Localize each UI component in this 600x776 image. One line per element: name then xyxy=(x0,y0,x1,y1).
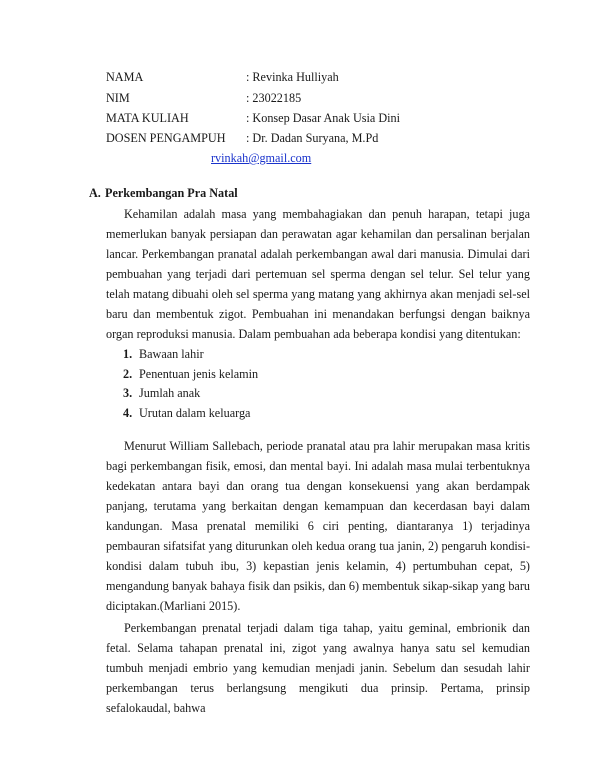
list-item xyxy=(123,345,258,365)
header-value: : Revinka Hulliyah xyxy=(246,70,339,84)
header-value: : Konsep Dasar Anak Usia Dini xyxy=(246,111,401,125)
header-value: : 23022185 xyxy=(246,91,302,105)
paragraph-1: Kehamilan adalah masa yang membahagiakan dan penuh harapan, tetapi juga memerlukan banyak persiapan dan perawatan agar kehamilan dan persalinan berjalan lancar. Perkembangan pranatal adalah perkembangan awal dari manusia. Dimulai dari pembuahan yang terjadi dari pertemuan sel sperma dengan sel telur. Sel telur yang telah matang dibuahi oleh sel sperma yang matang yang akhirnya akan menjadi sel-sel baru dan membentuk zigot. Pembuahan ini menandakan berfungsi dengan baiknya organ reproduksi manusia. Dalam pembuahan ada beberapa kondisi yang ditentukan: xyxy=(106,207,530,341)
email-link[interactable]: rvinkah@gmail.com xyxy=(211,151,312,165)
header-label: MATA KULIAH xyxy=(106,111,189,125)
list-number: 3. xyxy=(123,386,133,401)
paragraph-3: Perkembangan prenatal terjadi dalam tiga tahap, yaitu geminal, embrionik dan fetal. Selama tahapan prenatal ini, zigot yang awalnya hanya satu sel kemudian tumbuh menjadi embrio yang kemudian menjadi janin. Sebelum dan sesudah lahir perkembangan terus berlangsung mengikuti dua prinsip. Pertama, prinsip sefalokaudal, bahwa xyxy=(106,621,530,715)
list-item xyxy=(123,384,258,404)
header-label: NAMA xyxy=(106,70,144,84)
list-text: Penentuan jenis kelamin xyxy=(139,366,259,381)
list-text: Jumlah anak xyxy=(139,386,201,401)
section-heading xyxy=(89,186,238,201)
paragraph-2: Menurut William Sallebach, periode pranatal atau pra lahir merupakan masa kritis bagi perkembangan fisik, emosi, dan mental bayi. Ini adalah masa mulai terbentuknya kedekatan antara bayi dan orang tua dengan konsekuensi yang akan berdampak panjang, terutama yang berkaitan dengan kemampuan dan kecerdasan bayi dalam kandungan. Masa prenatal memiliki 6 ciri penting, diantaranya 1) terjadinya pembauran sifatsifat yang diturunkan oleh kedua orang tua janin, 2) pengaruh kondisi-kondisi dalam tubuh ibu, 3) kepastian jenis kelamin, 4) pertumbuhan cepat, 5) mengandung banyak bahaya fisik dan psikis, dan 6) membentuk sikap-sikap yang baru diciptakan.(Marliani 2015). xyxy=(106,439,530,613)
list-number: 4. xyxy=(123,405,133,420)
list-text: Bawaan lahir xyxy=(139,347,204,361)
header-label: DOSEN PENGAMPUH xyxy=(106,131,226,145)
header-label: NIM xyxy=(106,91,130,105)
list-number: 2. xyxy=(123,366,133,381)
list-item xyxy=(123,365,258,385)
list-number: 1. xyxy=(123,347,133,361)
section-title: Perkembangan Pra Natal xyxy=(105,186,238,200)
section-letter: A. xyxy=(89,186,101,200)
list-text: Urutan dalam keluarga xyxy=(139,405,251,420)
list-item xyxy=(123,404,258,424)
header-value: : Dr. Dadan Suryana, M.Pd xyxy=(246,131,379,145)
conditions-list xyxy=(123,345,258,423)
